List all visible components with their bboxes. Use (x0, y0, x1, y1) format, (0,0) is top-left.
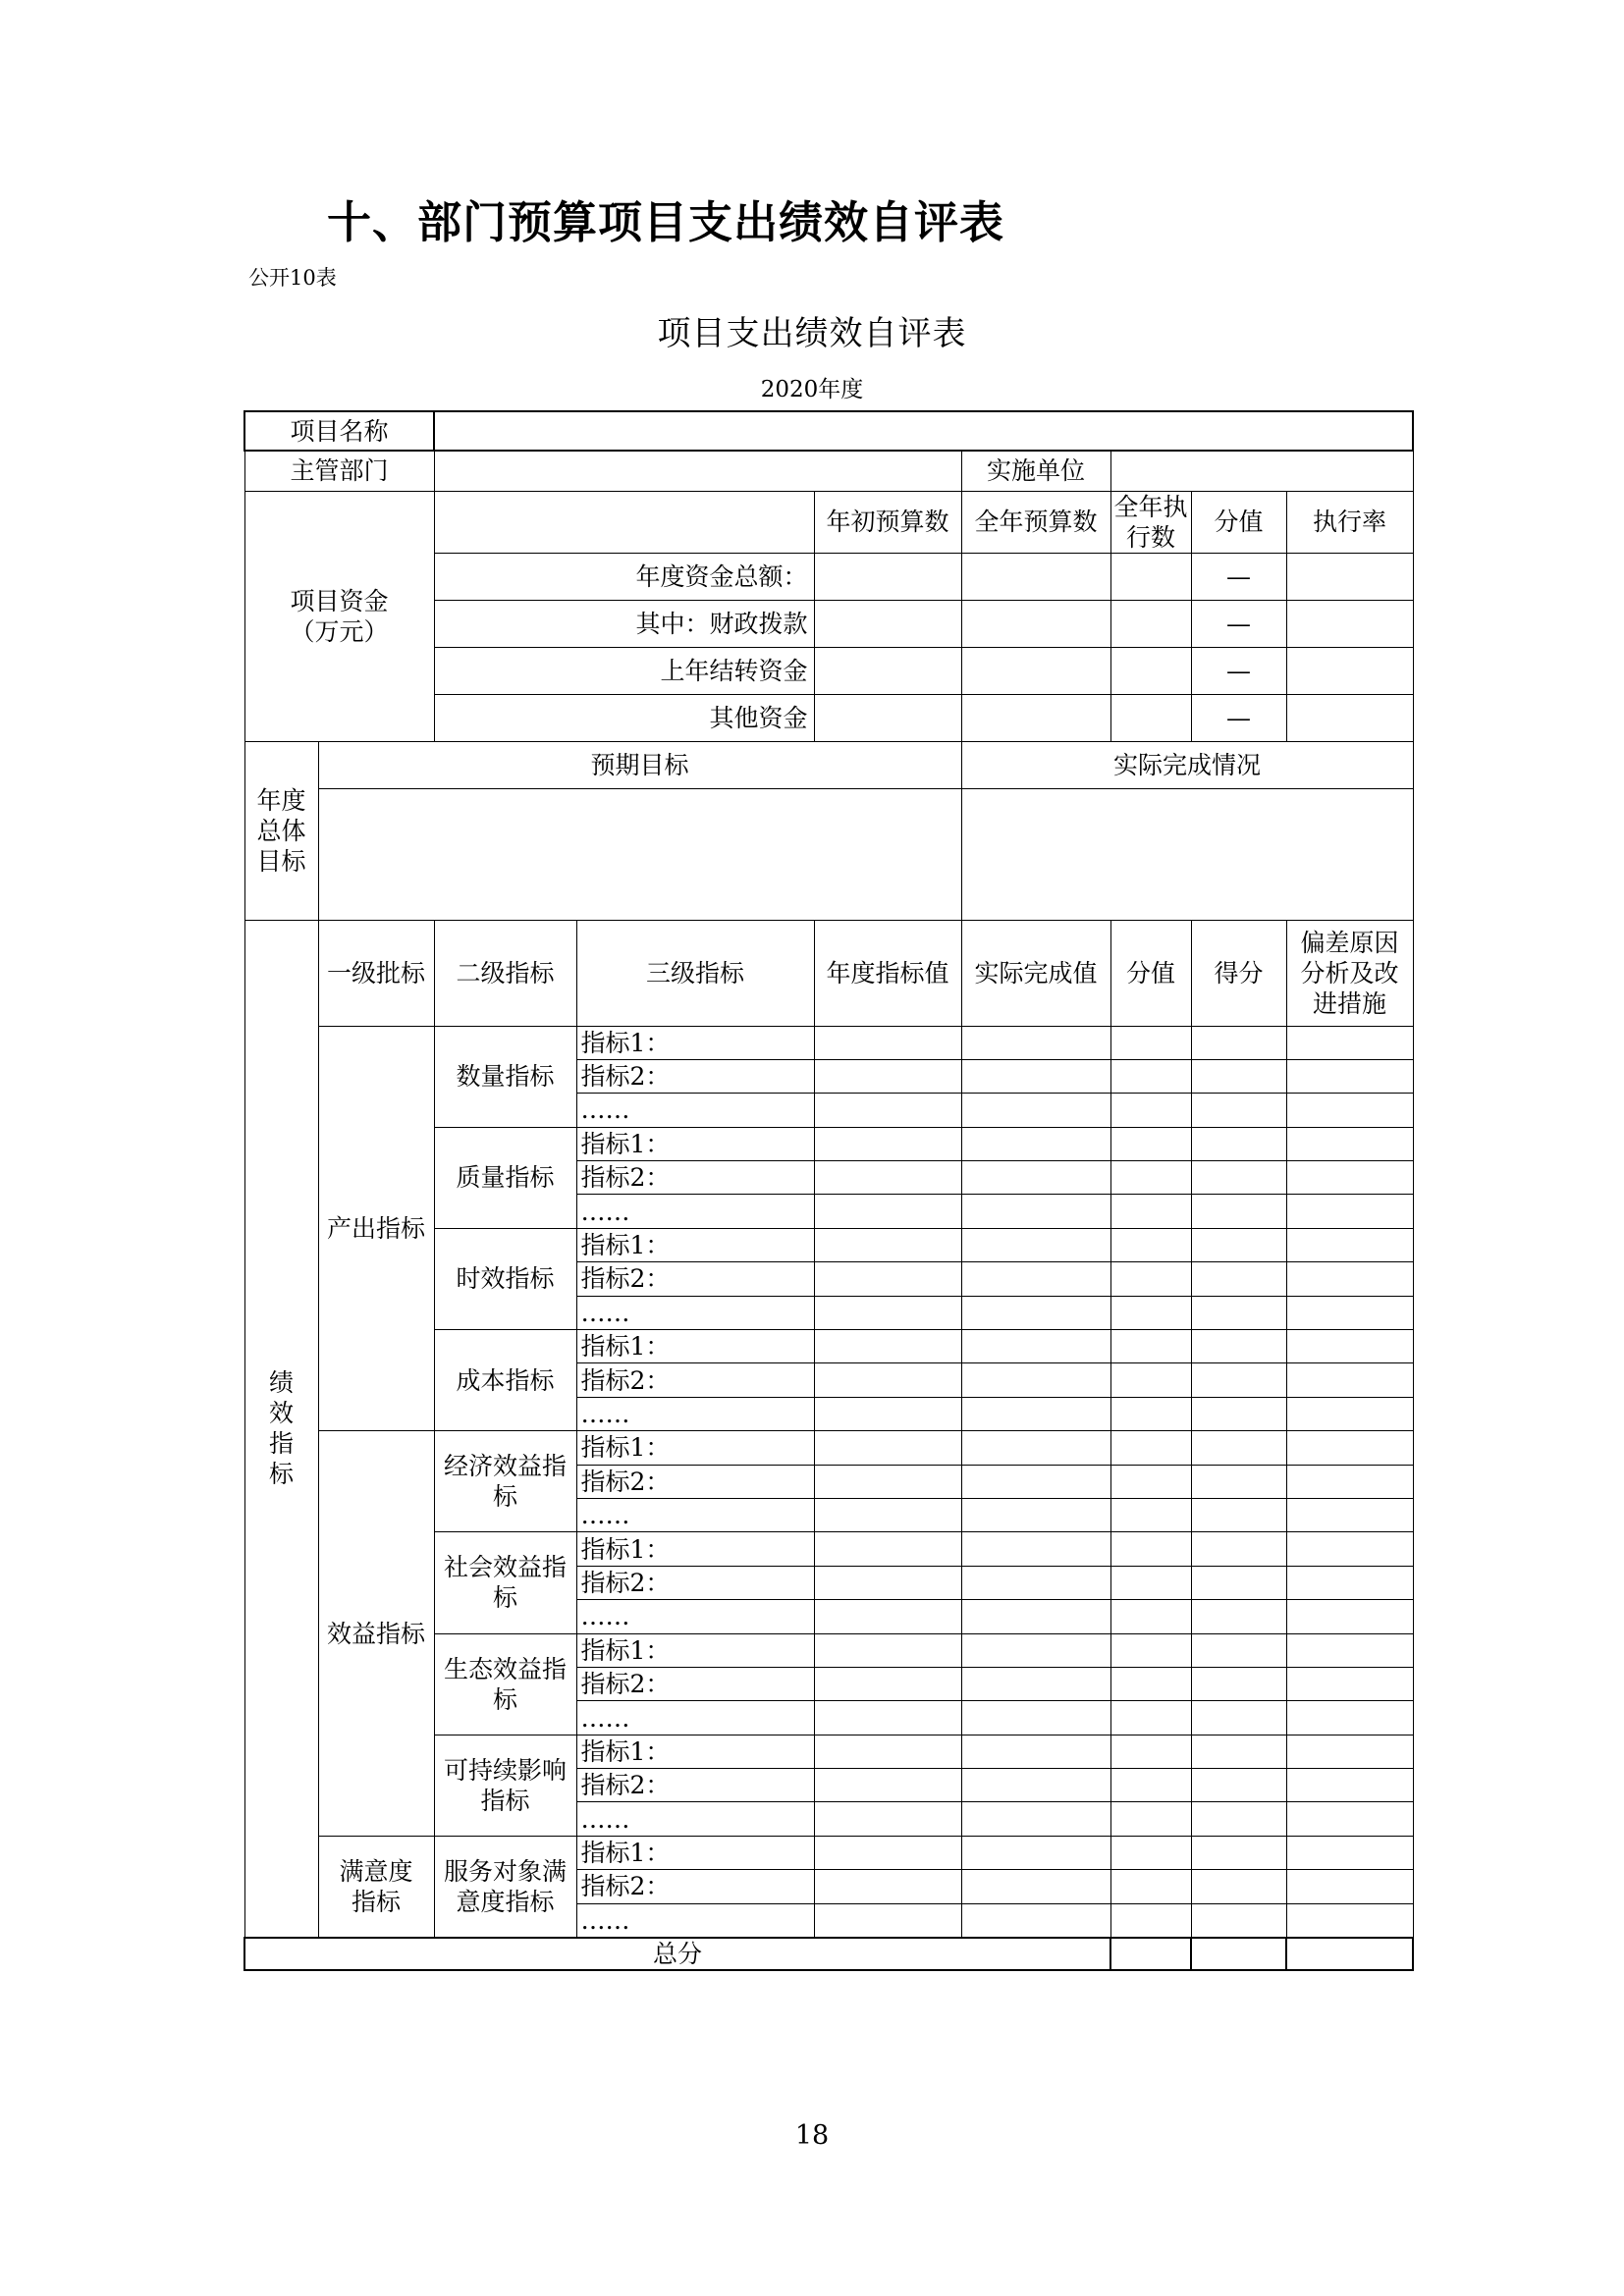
score-cell (1191, 1465, 1286, 1498)
score-cell (1191, 1431, 1286, 1465)
actual-value-cell (961, 1161, 1110, 1195)
annual-value-cell (814, 1903, 961, 1937)
funds-header-score-value: 分值 (1191, 491, 1286, 553)
total-score (1191, 1938, 1286, 1970)
actual-value-cell (961, 1026, 1110, 1059)
annual-value-cell (814, 1735, 961, 1768)
score-value-cell (1110, 1161, 1191, 1195)
deviation-cell (1286, 1330, 1413, 1363)
score-value-cell (1110, 1127, 1191, 1160)
total-deviation (1286, 1938, 1413, 1970)
indicator-item: 指标1： (576, 1228, 814, 1261)
score-value-cell (1110, 1870, 1191, 1903)
level2-indicator: 服务对象满 意度指标 (434, 1836, 576, 1937)
score-cell (1191, 1600, 1286, 1633)
annual-value-cell (814, 1600, 961, 1633)
indicator-item: …… (576, 1397, 814, 1430)
deviation-cell (1286, 1802, 1413, 1836)
deviation-cell (1286, 1903, 1413, 1937)
deviation-cell (1286, 1870, 1413, 1903)
annual-value-cell (814, 1296, 961, 1329)
deviation-cell (1286, 1094, 1413, 1127)
annual-value-cell (814, 1532, 961, 1566)
annual-value-cell (814, 1094, 961, 1127)
actual-value-cell (961, 1296, 1110, 1329)
header-score-value: 分值 (1110, 920, 1191, 1026)
deviation-cell (1286, 1633, 1413, 1667)
score-value-cell (1110, 1566, 1191, 1599)
score-cell (1191, 1667, 1286, 1700)
annual-value-cell (814, 1802, 961, 1836)
score-value-cell (1110, 1363, 1191, 1397)
score-cell (1191, 1802, 1286, 1836)
indicator-item: 指标2： (576, 1769, 814, 1802)
deviation-cell (1286, 1195, 1413, 1228)
dept-value (434, 451, 961, 491)
actual-value-cell (961, 1330, 1110, 1363)
actual-goal-header: 实际完成情况 (961, 741, 1413, 788)
table-title: 项目支出绩效自评表 (657, 314, 967, 353)
score-cell (1191, 1701, 1286, 1735)
deviation-cell (1286, 1735, 1413, 1768)
score-cell (1191, 1836, 1286, 1869)
annual-goal-label: 年度 总体 目标 (244, 741, 318, 920)
score-cell (1191, 1633, 1286, 1667)
deviation-cell (1286, 1465, 1413, 1498)
annual-value-cell (814, 1228, 961, 1261)
score-value-cell (1110, 1397, 1191, 1430)
performance-indicator-label: 绩 效 指 标 (244, 920, 318, 1938)
deviation-cell (1286, 1262, 1413, 1296)
indicator-item: …… (576, 1701, 814, 1735)
actual-goal-content (961, 788, 1413, 920)
actual-value-cell (961, 1735, 1110, 1768)
score-value-cell (1110, 1195, 1191, 1228)
actual-value-cell (961, 1802, 1110, 1836)
indicator-item: …… (576, 1600, 814, 1633)
annual-value-cell (814, 1262, 961, 1296)
score-value-cell (1110, 1498, 1191, 1531)
score-value-cell (1110, 1465, 1191, 1498)
level2-indicator: 成本指标 (434, 1330, 576, 1431)
score-value-cell (1110, 1026, 1191, 1059)
header-score: 得分 (1191, 920, 1286, 1026)
score-cell (1191, 1228, 1286, 1261)
indicator-item: 指标2： (576, 1363, 814, 1397)
deviation-cell (1286, 1161, 1413, 1195)
deviation-cell (1286, 1600, 1413, 1633)
actual-value-cell (961, 1262, 1110, 1296)
project-name-value (434, 411, 1413, 451)
score-value-cell (1110, 1735, 1191, 1768)
annual-value-cell (814, 1059, 961, 1093)
deviation-cell (1286, 1363, 1413, 1397)
deviation-cell (1286, 1566, 1413, 1599)
deviation-cell (1286, 1296, 1413, 1329)
annual-value-cell (814, 1397, 961, 1430)
unit-value (1110, 451, 1413, 491)
score-cell (1191, 1161, 1286, 1195)
annual-value-cell (814, 1161, 961, 1195)
level2-indicator: 数量指标 (434, 1026, 576, 1127)
annual-value-cell (814, 1330, 961, 1363)
level2-indicator: 生态效益指 标 (434, 1633, 576, 1735)
section-title: 十、部门预算项目支出绩效自评表 (327, 196, 1005, 248)
indicator-item: 指标1： (576, 1330, 814, 1363)
actual-value-cell (961, 1195, 1110, 1228)
annual-value-cell (814, 1127, 961, 1160)
indicator-item: …… (576, 1903, 814, 1937)
score-value-cell (1110, 1600, 1191, 1633)
annual-value-cell (814, 1465, 961, 1498)
funds-row-label: 其他资金 (434, 694, 814, 741)
annual-value-cell (814, 1836, 961, 1869)
indicator-item: 指标2： (576, 1870, 814, 1903)
indicator-item: 指标2： (576, 1667, 814, 1700)
actual-value-cell (961, 1059, 1110, 1093)
level1-indicator: 满意度 指标 (318, 1836, 434, 1937)
actual-value-cell (961, 1397, 1110, 1430)
score-cell (1191, 1566, 1286, 1599)
header-actual-value: 实际完成值 (961, 920, 1110, 1026)
indicator-item: 指标2： (576, 1262, 814, 1296)
indicator-item: 指标1： (576, 1836, 814, 1869)
score-cell (1191, 1870, 1286, 1903)
expected-goal-content (318, 788, 961, 920)
deviation-cell (1286, 1498, 1413, 1531)
score-cell (1191, 1498, 1286, 1531)
deviation-cell (1286, 1228, 1413, 1261)
score-value-cell (1110, 1094, 1191, 1127)
funds-row-score-value: — (1191, 647, 1286, 694)
performance-table (244, 410, 1414, 1971)
indicator-item: …… (576, 1094, 814, 1127)
score-value-cell (1110, 1769, 1191, 1802)
score-value-cell (1110, 1667, 1191, 1700)
deviation-cell (1286, 1836, 1413, 1869)
score-value-cell (1110, 1532, 1191, 1566)
score-cell (1191, 1262, 1286, 1296)
indicator-item: 指标1： (576, 1026, 814, 1059)
annual-value-cell (814, 1431, 961, 1465)
header-level3: 三级指标 (576, 920, 814, 1026)
actual-value-cell (961, 1870, 1110, 1903)
score-cell (1191, 1127, 1286, 1160)
annual-value-cell (814, 1498, 961, 1531)
annual-value-cell (814, 1566, 961, 1599)
annual-value-cell (814, 1870, 961, 1903)
funds-header-full-budget: 全年预算数 (961, 491, 1110, 553)
funds-header-rate: 执行率 (1286, 491, 1413, 553)
actual-value-cell (961, 1903, 1110, 1937)
header-annual-value: 年度指标值 (814, 920, 961, 1026)
annual-value-cell (814, 1667, 961, 1700)
annual-value-cell (814, 1633, 961, 1667)
score-cell (1191, 1094, 1286, 1127)
actual-value-cell (961, 1465, 1110, 1498)
total-score-value (1110, 1938, 1191, 1970)
level2-indicator: 质量指标 (434, 1127, 576, 1228)
score-cell (1191, 1903, 1286, 1937)
actual-value-cell (961, 1127, 1110, 1160)
score-cell (1191, 1769, 1286, 1802)
indicator-item: 指标2： (576, 1465, 814, 1498)
indicator-item: …… (576, 1802, 814, 1836)
indicator-item: 指标1： (576, 1532, 814, 1566)
score-value-cell (1110, 1836, 1191, 1869)
actual-value-cell (961, 1769, 1110, 1802)
funds-row-label: 其中：财政拨款 (434, 600, 814, 647)
actual-value-cell (961, 1633, 1110, 1667)
actual-value-cell (961, 1667, 1110, 1700)
score-cell (1191, 1735, 1286, 1768)
funds-header-blank (434, 491, 814, 553)
actual-value-cell (961, 1566, 1110, 1599)
score-value-cell (1110, 1059, 1191, 1093)
indicator-item: …… (576, 1498, 814, 1531)
page-number: 18 (794, 2120, 830, 2151)
score-cell (1191, 1026, 1286, 1059)
year-label: 2020年度 (760, 377, 864, 402)
annual-value-cell (814, 1701, 961, 1735)
annual-value-cell (814, 1769, 961, 1802)
indicator-item: 指标1： (576, 1633, 814, 1667)
actual-value-cell (961, 1431, 1110, 1465)
indicator-item: 指标2： (576, 1161, 814, 1195)
actual-value-cell (961, 1363, 1110, 1397)
score-cell (1191, 1059, 1286, 1093)
funds-row-score-value: — (1191, 553, 1286, 600)
expected-goal-header: 预期目标 (318, 741, 961, 788)
deviation-cell (1286, 1431, 1413, 1465)
deviation-cell (1286, 1397, 1413, 1430)
indicator-item: 指标1： (576, 1127, 814, 1160)
annual-value-cell (814, 1195, 961, 1228)
score-value-cell (1110, 1903, 1191, 1937)
indicator-item: …… (576, 1195, 814, 1228)
deviation-cell (1286, 1532, 1413, 1566)
score-cell (1191, 1296, 1286, 1329)
annual-value-cell (814, 1363, 961, 1397)
actual-value-cell (961, 1532, 1110, 1566)
score-cell (1191, 1532, 1286, 1566)
header-deviation: 偏差原因 分析及改 进措施 (1286, 920, 1413, 1026)
score-value-cell (1110, 1802, 1191, 1836)
total-label: 总分 (244, 1938, 1110, 1970)
indicator-item: …… (576, 1296, 814, 1329)
indicator-item: 指标1： (576, 1735, 814, 1768)
deviation-cell (1286, 1127, 1413, 1160)
dept-label: 主管部门 (244, 451, 434, 491)
funds-row-score-value: — (1191, 600, 1286, 647)
funds-header-initial-budget: 年初预算数 (814, 491, 961, 553)
score-cell (1191, 1330, 1286, 1363)
deviation-cell (1286, 1667, 1413, 1700)
actual-value-cell (961, 1701, 1110, 1735)
indicator-item: 指标2： (576, 1059, 814, 1093)
actual-value-cell (961, 1498, 1110, 1531)
score-value-cell (1110, 1296, 1191, 1329)
funds-row-score-value: — (1191, 694, 1286, 741)
actual-value-cell (961, 1094, 1110, 1127)
funds-row-label: 年度资金总额： (434, 553, 814, 600)
level1-indicator: 产出指标 (318, 1026, 434, 1431)
deviation-cell (1286, 1701, 1413, 1735)
actual-value-cell (961, 1600, 1110, 1633)
indicator-item: 指标2： (576, 1566, 814, 1599)
level2-indicator: 社会效益指 标 (434, 1532, 576, 1633)
unit-label: 实施单位 (961, 451, 1110, 491)
funds-header-execution: 全年执行数 (1110, 491, 1191, 553)
score-cell (1191, 1397, 1286, 1430)
deviation-cell (1286, 1059, 1413, 1093)
score-value-cell (1110, 1701, 1191, 1735)
actual-value-cell (961, 1228, 1110, 1261)
funds-row-label: 上年结转资金 (434, 647, 814, 694)
actual-value-cell (961, 1836, 1110, 1869)
deviation-cell (1286, 1026, 1413, 1059)
level2-indicator: 经济效益指 标 (434, 1431, 576, 1532)
project-name-label: 项目名称 (244, 411, 434, 451)
level1-indicator: 效益指标 (318, 1431, 434, 1837)
score-cell (1191, 1195, 1286, 1228)
header-level2: 二级指标 (434, 920, 576, 1026)
deviation-cell (1286, 1769, 1413, 1802)
score-value-cell (1110, 1633, 1191, 1667)
score-value-cell (1110, 1431, 1191, 1465)
funds-label: 项目资金 （万元） (244, 491, 434, 741)
score-cell (1191, 1363, 1286, 1397)
score-value-cell (1110, 1262, 1191, 1296)
level2-indicator: 可持续影响 指标 (434, 1735, 576, 1836)
score-value-cell (1110, 1330, 1191, 1363)
score-value-cell (1110, 1228, 1191, 1261)
form-number: 公开10表 (248, 266, 337, 290)
annual-value-cell (814, 1026, 961, 1059)
header-level1: 一级批标 (318, 920, 434, 1026)
indicator-item: 指标1： (576, 1431, 814, 1465)
level2-indicator: 时效指标 (434, 1228, 576, 1329)
